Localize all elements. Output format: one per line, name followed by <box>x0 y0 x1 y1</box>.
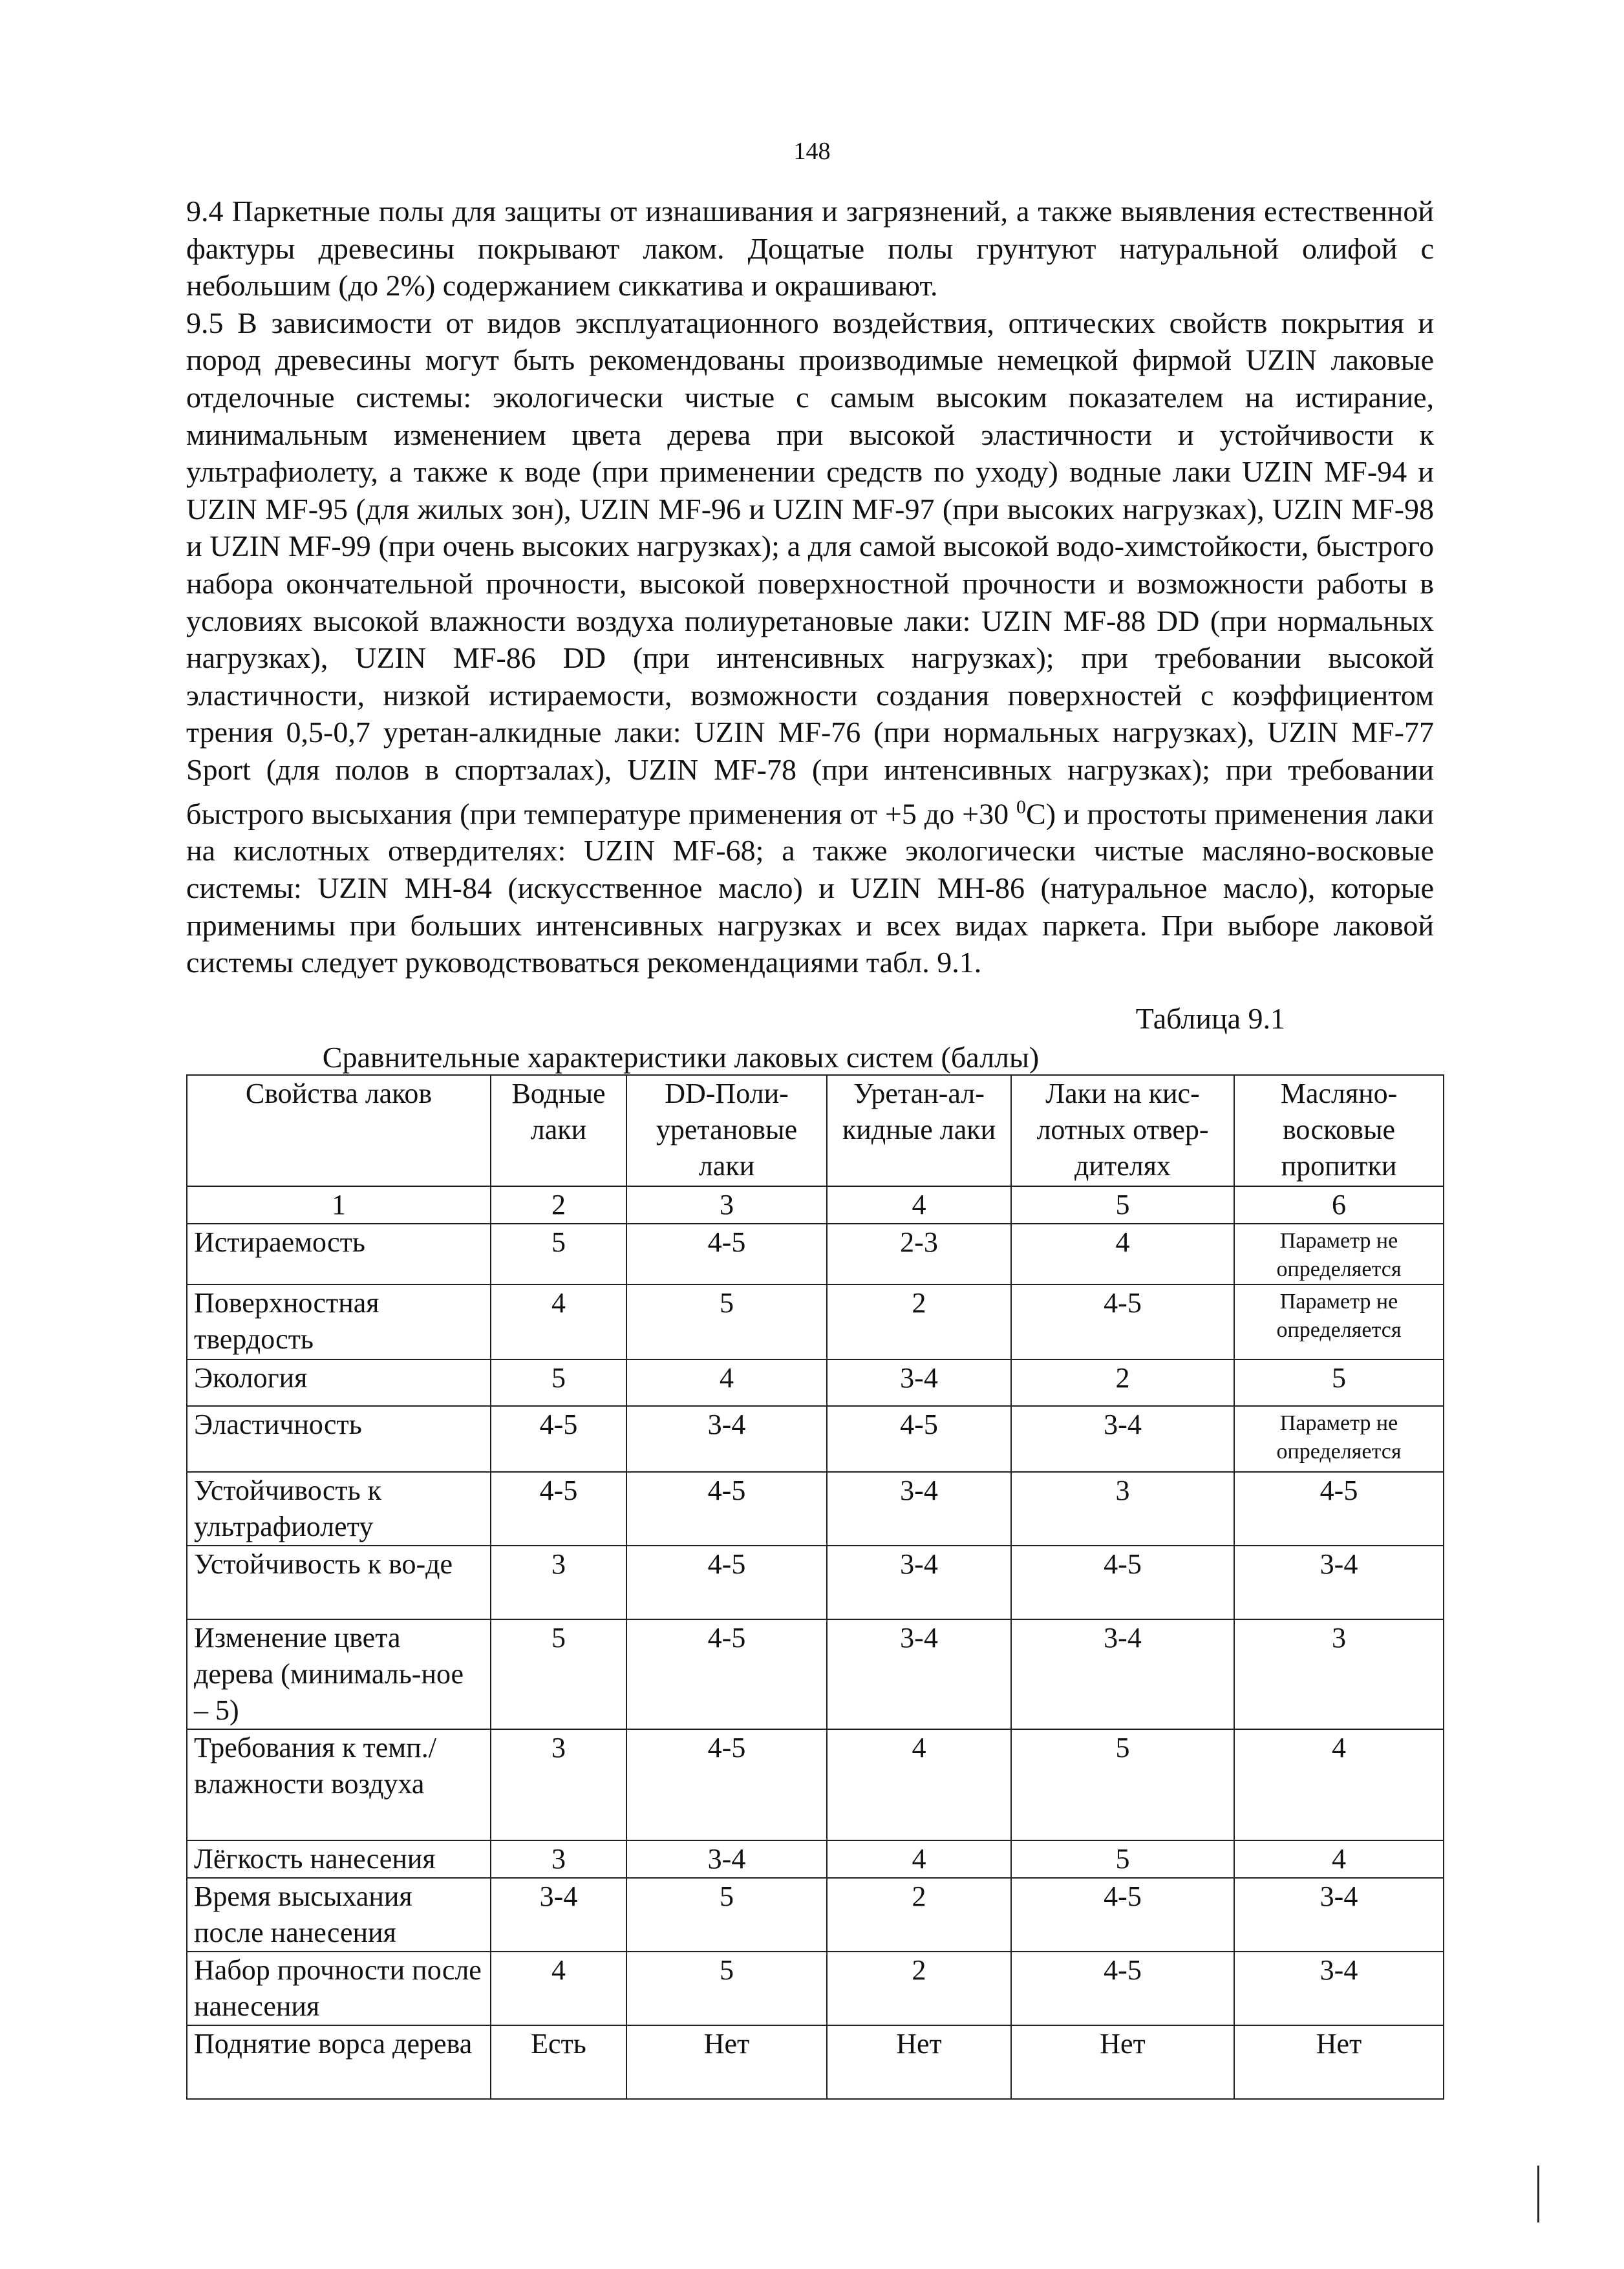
score-cell: 2 <box>827 1284 1011 1359</box>
table-row <box>187 1952 1444 2025</box>
score-cell: Нет <box>827 2025 1011 2099</box>
page-number: 148 <box>793 138 831 165</box>
score-cell: 3-4 <box>1234 1878 1444 1952</box>
property-name-cell: Устойчивость к ультрафиолету <box>187 1472 491 1546</box>
property-name-cell: Время высыхания после нанесения <box>187 1878 491 1952</box>
score-cell: 4 <box>827 1840 1011 1878</box>
table-row <box>187 1284 1444 1359</box>
table-row <box>187 1224 1444 1284</box>
table-header-row <box>187 1075 1444 1186</box>
score-cell: 3-4 <box>1011 1406 1234 1472</box>
score-cell: 4 <box>491 1284 626 1359</box>
table-row <box>187 2025 1444 2099</box>
score-cell: 4-5 <box>491 1406 626 1472</box>
property-name-cell: Поверхностная твердость <box>187 1284 491 1359</box>
property-name-cell: Экология <box>187 1359 491 1406</box>
score-cell: 5 <box>1011 1840 1234 1878</box>
score-cell: 3-4 <box>1234 1952 1444 2025</box>
margin-mark <box>1537 2166 1539 2222</box>
table-row <box>187 1878 1444 1952</box>
paragraph-9-4 <box>186 193 1434 304</box>
property-name-cell: Набор прочности после нанесения <box>187 1952 491 2025</box>
score-cell: 4-5 <box>1011 1546 1234 1619</box>
property-name-cell: Эластичность <box>187 1406 491 1472</box>
score-cell: 3 <box>1011 1472 1234 1546</box>
score-cell: 5 <box>626 1878 827 1952</box>
score-cell: 4-5 <box>626 1729 827 1840</box>
paragraph-text: Паркетные полы для защиты от изнашивания и загрязнений, а также выявления естественной фактуры древесины покрывают лаком. Дощатые полы грунтуют натуральной олифой с небольшим (до 2%) содержанием сиккатива и окрашивают. <box>186 195 1435 303</box>
score-cell: 2-3 <box>827 1224 1011 1284</box>
table-row <box>187 1359 1444 1406</box>
table-row <box>187 1472 1444 1546</box>
score-cell: 4 <box>491 1952 626 2025</box>
score-cell: 5 <box>1011 1729 1234 1840</box>
column-number: 5 <box>1011 1186 1234 1224</box>
property-name-cell: Истираемость <box>187 1224 491 1284</box>
score-cell: 4 <box>1011 1224 1234 1284</box>
score-cell: 3-4 <box>827 1619 1011 1729</box>
score-cell: 4-5 <box>1011 1878 1234 1952</box>
score-cell: 5 <box>1234 1359 1444 1406</box>
score-cell: Параметр не определяется <box>1234 1224 1444 1284</box>
header-cell: Масляно-восковые пропитки <box>1234 1075 1444 1186</box>
column-number: 2 <box>491 1186 626 1224</box>
score-cell: 4-5 <box>1011 1284 1234 1359</box>
score-cell: 5 <box>626 1284 827 1359</box>
score-cell: 2 <box>827 1952 1011 2025</box>
score-cell: 2 <box>1011 1359 1234 1406</box>
score-cell: 4-5 <box>1011 1952 1234 2025</box>
score-cell: 4-5 <box>626 1546 827 1619</box>
score-cell: Нет <box>626 2025 827 2099</box>
header-cell: DD-Поли-уретановые лаки <box>626 1075 827 1186</box>
header-cell: Водные лаки <box>491 1075 626 1186</box>
score-cell: Есть <box>491 2025 626 2099</box>
score-cell: 5 <box>626 1952 827 2025</box>
score-cell: 3-4 <box>626 1406 827 1472</box>
table-row <box>187 1729 1444 1840</box>
score-cell: Параметр не определяется <box>1234 1406 1444 1472</box>
paragraph-number: 9.5 <box>186 306 224 339</box>
score-cell: 4-5 <box>827 1406 1011 1472</box>
score-cell: 4 <box>1234 1840 1444 1878</box>
score-cell: 4 <box>827 1729 1011 1840</box>
column-number: 1 <box>187 1186 491 1224</box>
property-name-cell: Устойчивость к во-де <box>187 1546 491 1619</box>
score-cell: 3 <box>491 1546 626 1619</box>
header-cell: Свойства лаков <box>187 1075 491 1186</box>
score-cell: 4 <box>1234 1729 1444 1840</box>
score-cell: 3-4 <box>491 1878 626 1952</box>
score-cell: 4-5 <box>626 1472 827 1546</box>
column-number-row <box>187 1186 1444 1224</box>
paragraph-number: 9.4 <box>186 195 224 228</box>
properties-table <box>186 1074 1444 2100</box>
score-cell: 3-4 <box>1234 1546 1444 1619</box>
score-cell: 3 <box>1234 1619 1444 1729</box>
table-body <box>187 1224 1444 2099</box>
column-number: 4 <box>827 1186 1011 1224</box>
table-caption <box>186 1001 1434 1076</box>
table-row <box>187 1619 1444 1729</box>
body-text <box>186 193 1434 981</box>
table-title: Сравнительные характеристики лаковых систем (баллы) <box>322 1041 1040 1074</box>
paragraph-text-continued: С) и простоты применения лаки на кислотных отвердителях: UZIN MF-68; а также экологически чистые масляно-восковые системы: UZIN MH-84 (искусственное масло) и UZIN MH-86 (натуральное масло), которые применимы при больших интенсивных нагрузках и всех видах паркета. При выборе лаковой системы следует руководствоваться рекомендациями табл. 9.1. <box>186 796 1434 979</box>
column-number: 6 <box>1234 1186 1444 1224</box>
score-cell: 3-4 <box>626 1840 827 1878</box>
score-cell: Параметр не определяется <box>1234 1284 1444 1359</box>
score-cell: 5 <box>491 1359 626 1406</box>
table-number: Таблица 9.1 <box>1135 1002 1285 1035</box>
property-name-cell: Лёгкость нанесения <box>187 1840 491 1878</box>
score-cell: Нет <box>1011 2025 1234 2099</box>
column-number: 3 <box>626 1186 827 1224</box>
score-cell: 5 <box>491 1224 626 1284</box>
score-cell: 4-5 <box>491 1472 626 1546</box>
score-cell: 4 <box>626 1359 827 1406</box>
score-cell: 4-5 <box>1234 1472 1444 1546</box>
score-cell: 3-4 <box>1011 1619 1234 1729</box>
score-cell: Нет <box>1234 2025 1444 2099</box>
score-cell: 5 <box>491 1619 626 1729</box>
property-name-cell: Требования к темп./влажности воздуха <box>187 1729 491 1840</box>
score-cell: 2 <box>827 1878 1011 1952</box>
score-cell: 3 <box>491 1840 626 1878</box>
score-cell: 4-5 <box>626 1224 827 1284</box>
paragraph-text: В зависимости от видов эксплуатационного воздействия, оптических свойств покрытия и пород древесины могут быть рекомендованы производимые немецкой фирмой UZIN лаковые отделочные системы: экологически чистые с самым высоким показателем на истирание, минимальным изменением цвета дерева при высокой эластичности и устойчивости к ультрафиолету, а также к воде (при применении средств по уходу) водные лаки UZIN MF-94 и UZIN MF-95 (для жилых зон), UZIN MF-96 и UZIN MF-97 (при высоких нагрузках), UZIN MF-98 и UZIN MF-99 (при очень высоких нагрузках); а для самой высокой водо-химстойкости, быстрого набора окончательной прочности, высокой поверхностной прочности и возможности работы в условиях высокой влажности воздуха полиуретановые лаки: UZIN MF-88 DD (при нормальных нагрузках), UZIN MF-86 DD (при интенсивных нагрузках); при требовании высокой эластичности, низкой истираемости, возможности создания поверхностей с коэффициентом трения 0,5-0,7 уретан-алкидные лаки: UZIN MF-76 (при нормальных нагрузках), UZIN MF-77 Sport (для полов в спортзалах), UZIN MF-78 (при интенсивных нагрузках); при требовании быстрого высыхания (при температуре применения от +5 до +30 <box>186 306 1434 830</box>
degree-superscript: 0 <box>1016 796 1027 818</box>
header-cell: Лаки на кис-лотных отвер-дителях <box>1011 1075 1234 1186</box>
header-cell: Уретан-ал-кидные лаки <box>827 1075 1011 1186</box>
property-name-cell: Поднятие ворса дерева <box>187 2025 491 2099</box>
property-name-cell: Изменение цвета дерева (минималь-ное – 5) <box>187 1619 491 1729</box>
score-cell: 3-4 <box>827 1359 1011 1406</box>
score-cell: 3 <box>491 1729 626 1840</box>
table-row <box>187 1406 1444 1472</box>
score-cell: 3-4 <box>827 1546 1011 1619</box>
score-cell: 4-5 <box>626 1619 827 1729</box>
table-row <box>187 1840 1444 1878</box>
table-row <box>187 1546 1444 1619</box>
paragraph-9-5 <box>186 304 1434 981</box>
score-cell: 3-4 <box>827 1472 1011 1546</box>
